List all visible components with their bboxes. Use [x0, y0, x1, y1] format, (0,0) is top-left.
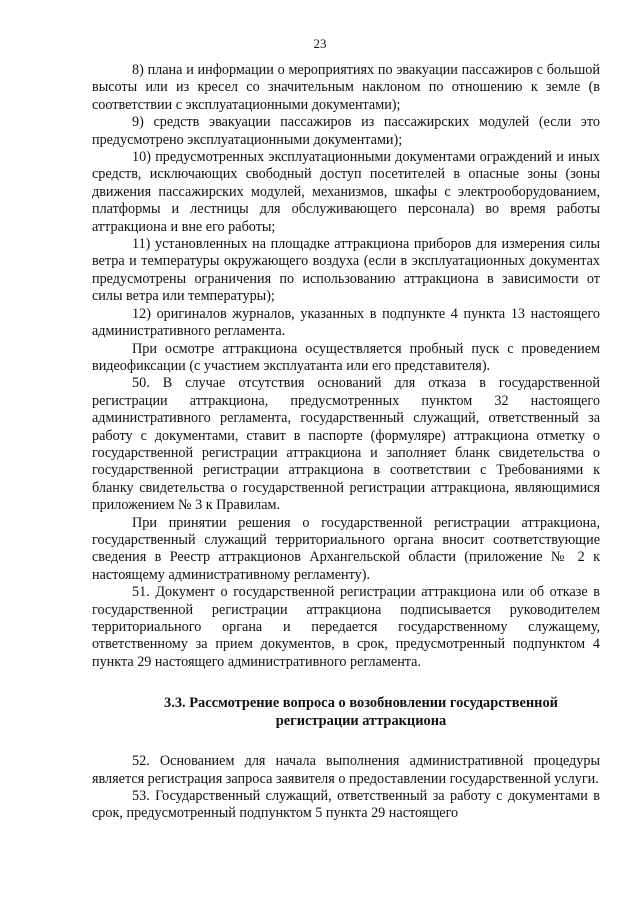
- paragraph-clause-52: 52. Основанием для начала выполнения административной процедуры является регистрация запроса заявителя о предоставлении государственной услуги.: [92, 753, 600, 787]
- paragraph-clause-53: 53. Государственный служащий, ответственный за работу с документами в срок, предусмотренный подпунктом 5 пункта 29 настоящего: [92, 788, 600, 822]
- paragraph-item-11: 11) установленных на площадке аттракциона приборов для измерения силы ветра и температуры окружающего воздуха (если в эксплуатационных документах предусмотрены ограничения по использованию аттракциона в зависимости от силы ветра или температуры);: [92, 236, 600, 305]
- paragraph-item-8: 8) плана и информации о мероприятиях по эвакуации пассажиров с большой высоты или из кресел со значительным наклоном по отношению к земле (в соответствии с эксплуатационными документами);: [92, 62, 600, 113]
- page-content: [92, 62, 600, 823]
- section-heading: [92, 694, 600, 730]
- paragraph-registry-entry: При принятии решения о государственной регистрации аттракциона, государственный служащий территориального органа вносит соответствующие сведения в Реестр аттракционов Архангельской области (приложение № 2 к настоящему административному регламенту).: [92, 514, 600, 583]
- page-number: 23: [313, 36, 327, 51]
- paragraph-clause-50: 50. В случае отсутствия оснований для отказа в государственной регистрации аттракциона, предусмотренных пунктом 32 настоящего административного регламента, государственный служащий, ответственный за работу с документами, ставит в паспорте (формуляре) аттракциона отметку о государственной регистрации аттракциона и заполняет бланк свидетельства о государственной регистрации аттракциона в соответствии с Требованиями к бланку свидетельства о государственной регистрации аттракциона, являющимися приложением № 3 к Правилам.: [92, 375, 600, 514]
- section-heading-line-2: регистрации аттракциона: [275, 713, 447, 730]
- paragraph-clause-51: 51. Документ о государственной регистрации аттракциона или об отказе в государственной регистрации аттракциона подписывается руководителем территориального органа и передается государственному служащему, ответственному за прием документов, в срок, предусмотренный подпунктом 4 пункта 29 настоящего административного регламента.: [92, 584, 600, 670]
- paragraph-item-12: 12) оригиналов журналов, указанных в подпункте 4 пункта 13 настоящего административного регламента.: [92, 305, 600, 340]
- section-heading-line-1: 3.3. Рассмотрение вопроса о возобновлении государственной: [164, 695, 558, 712]
- paragraph-item-10: 10) предусмотренных эксплуатационными документами ограждений и иных средств, исключающих свободный доступ посетителей в опасные зоны (зоны движения пассажирских модулей, механизмов, шкафы с электрооборудованием, платформы и лестницы для обслуживающего персонала) во время работы аттракциона и вне его работы;: [92, 149, 600, 235]
- paragraph-test-run: При осмотре аттракциона осуществляется пробный пуск с проведением видеофиксации (с участием эксплуатанта или его представителя).: [92, 340, 600, 374]
- paragraph-item-9: 9) средств эвакуации пассажиров из пассажирских модулей (если это предусмотрено эксплуатационными документами);: [92, 114, 600, 148]
